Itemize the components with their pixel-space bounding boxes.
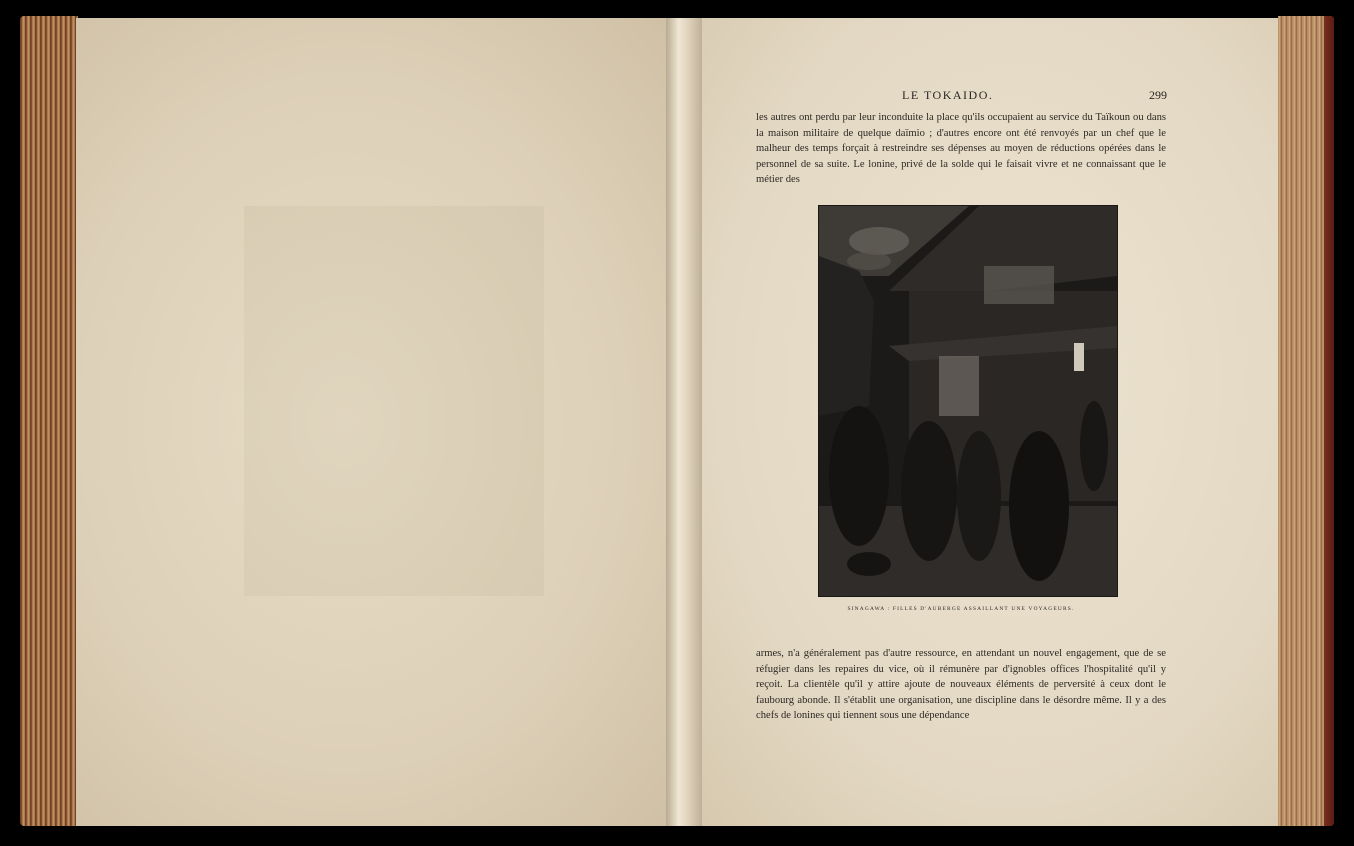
engraving-illustration: [818, 205, 1118, 597]
doorway-figure: [1080, 401, 1108, 491]
page-edges-left: [20, 16, 78, 826]
right-page: [692, 18, 1280, 826]
cloud: [849, 227, 909, 255]
book-gutter: [666, 18, 702, 826]
paragraph-top: les autres ont perdu par leur inconduite la place qu'ils occupaient au service du Taïkoun ou dans la maison militaire de quelque daïmio ; d'autres encore ont été renvoyés par un chef que le malheur des temps forçait à restreindre ses dépenses au moyen de réductions opérées dans le personnel de sa suite. Le lonine, privé de la solde qui le faisait vivre et ne connaissant que le métier des: [756, 112, 1166, 186]
page-edges-right: [1278, 16, 1334, 826]
page-number: 299: [1149, 88, 1167, 102]
page-header: [692, 88, 1280, 108]
traveler-figure: [1009, 431, 1069, 581]
running-title: LE TOKAIDO.: [902, 88, 994, 102]
paragraph-bottom: armes, n'a généralement pas d'autre ressource, en attendant un nouvel engagement, que de se réfugier dans les repaires du vice, où il rémunère par d'ignobles offices l'hospitalité qu'il y reçoit. La clientèle qu'il y attire ajoute de nouveaux éléments de perversité à ceux dont le faubourg abonde. Il s'établit une organisation, une discipline dans le désordre même. Il y a des chefs de lonines qui tiennent sous une dépendance: [756, 648, 1166, 722]
struggling-figure: [901, 421, 957, 561]
ghost-image-bleedthrough: [244, 206, 544, 596]
cloud: [847, 252, 891, 270]
dropped-hat: [847, 552, 891, 576]
open-book: [20, 16, 1334, 830]
engraving-drawing: [819, 206, 1117, 596]
illustration-caption: SINAGAWA : FILLES D'AUBERGE ASSAILLANT UNE VOYAGEURS.: [847, 606, 1075, 612]
lit-window: [939, 356, 979, 416]
inn-girl-figure: [957, 431, 1001, 561]
upper-window: [984, 266, 1054, 304]
figure-group-left: [829, 406, 889, 546]
left-page: [76, 18, 674, 826]
hanging-sign: [1074, 343, 1084, 371]
